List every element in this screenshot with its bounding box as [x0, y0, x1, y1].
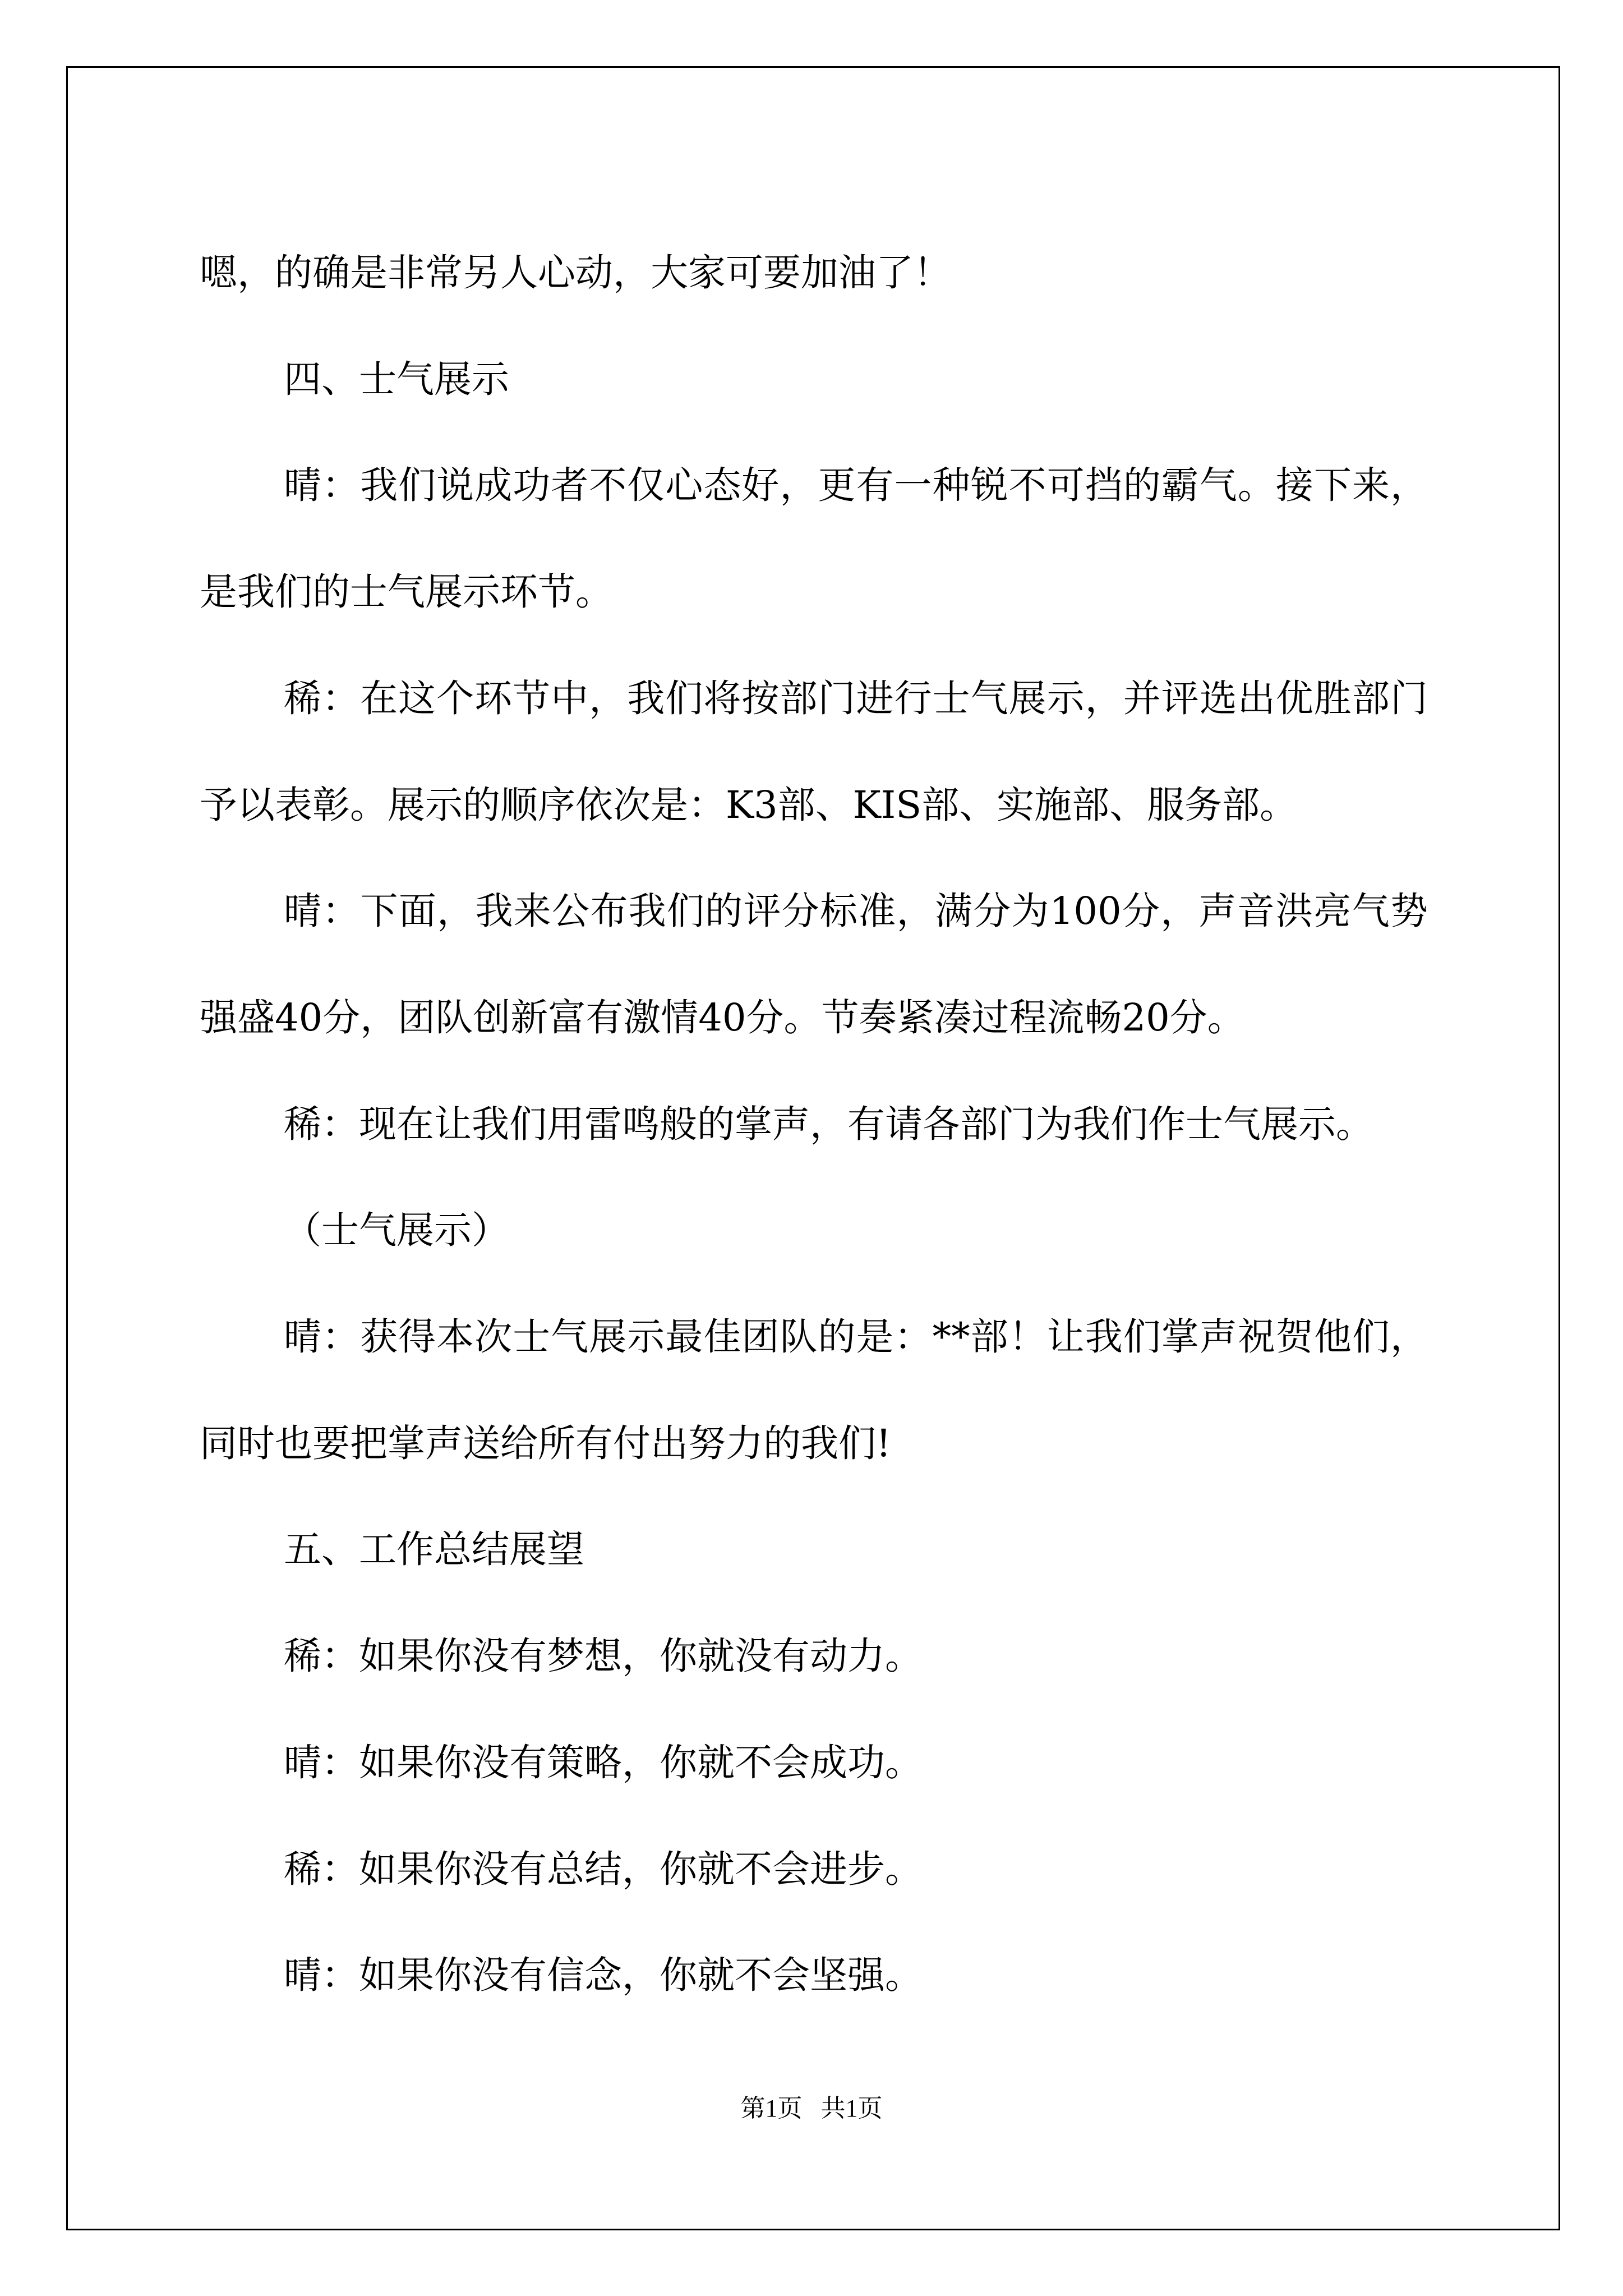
- paragraph-8: 晴：获得本次士气展示最佳团队的是：**部！让我们掌声祝贺他们，同时也要把掌声送给所有付出努力的我们!: [200, 1315, 1428, 1465]
- section-heading-4: 四、士气展示: [284, 357, 509, 401]
- page-total: 共1页: [820, 2095, 883, 2122]
- paragraph-10: 稀：如果你没有梦想，你就没有动力。: [284, 1634, 923, 1678]
- paragraph-7: （士气展示）: [284, 1208, 509, 1253]
- paragraph-5: 晴：下面，我来公布我们的评分标准，满分为100分，声音洪亮气势强盛40分，团队创新富有激情40分。节奏紧凑过程流畅20分。: [200, 889, 1428, 1039]
- page-footer: [0, 2088, 1623, 2124]
- paragraph-11: 晴：如果你没有策略，你就不会成功。: [284, 1740, 923, 1784]
- paragraph-4: 稀：在这个环节中，我们将按部门进行士气展示，并评选出优胜部门予以表彰。展示的顺序依次是：K3部、KIS部、实施部、服务部。: [200, 676, 1428, 827]
- paragraph-12: 稀：如果你没有总结，你就不会进步。: [284, 1847, 923, 1891]
- section-heading-5: 五、工作总结展望: [284, 1527, 584, 1572]
- paragraph-6: 稀：现在让我们用雷鸣般的掌声，有请各部门为我们作士气展示。: [284, 1102, 1373, 1146]
- paragraph-3: 晴：我们说成功者不仅心态好，更有一种锐不可挡的霸气。接下来，是我们的士气展示环节。: [200, 463, 1428, 614]
- document-body: [200, 220, 1428, 2029]
- page-number: 第1页: [740, 2095, 803, 2122]
- paragraph-13: 晴：如果你没有信念，你就不会坚强。: [284, 1953, 923, 1998]
- paragraph-1: 嗯，的确是非常另人心动，大家可要加油了！: [200, 251, 951, 295]
